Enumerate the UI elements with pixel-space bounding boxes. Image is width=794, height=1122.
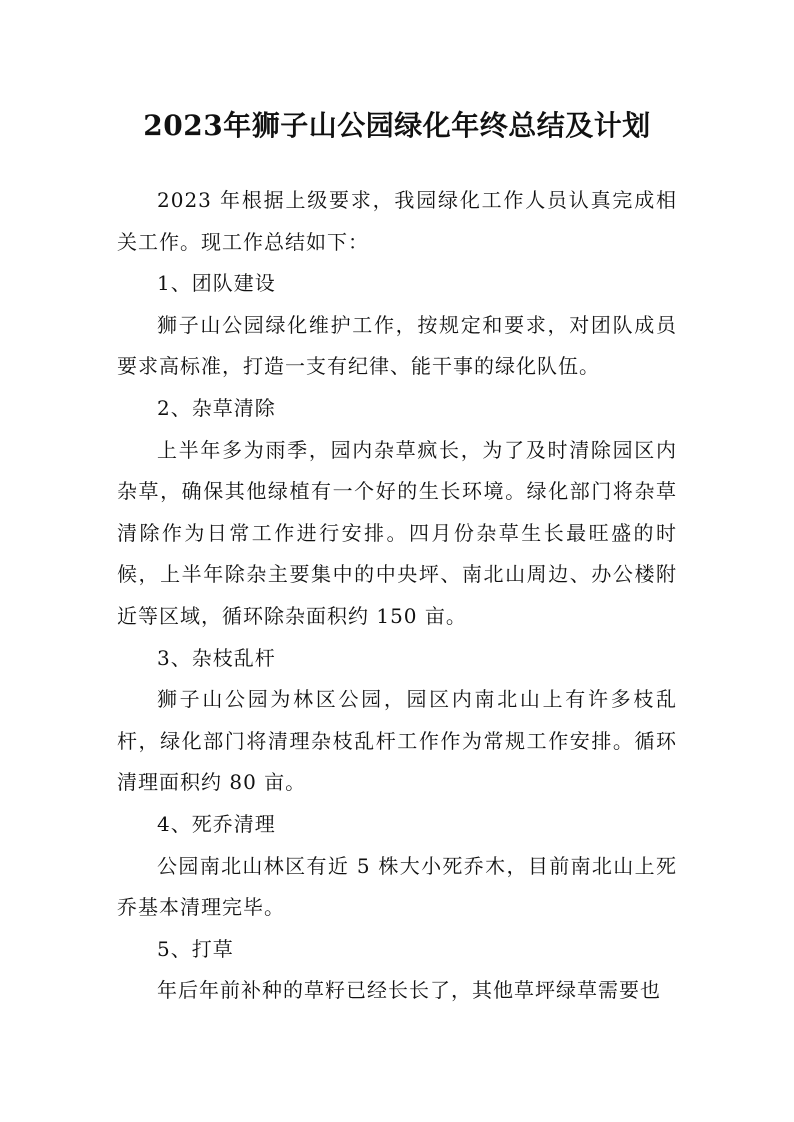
mowing-paragraph: 年后年前补种的草籽已经长长了，其他草坪绿草需要也: [157, 978, 661, 1003]
document-body: [117, 180, 677, 1012]
section-heading-weed-removal: 2、杂草清除: [157, 395, 276, 420]
section-heading-mowing: 5、打草: [157, 936, 234, 961]
branch-clearing-paragraph: 狮子山公园为林区公园，园区内南北山上有许多枝乱杆，绿化部门将清理杂枝乱杆工作作为常规工作安排。循环清理面积约 80 亩。: [117, 687, 677, 795]
team-building-paragraph: 狮子山公园绿化维护工作，按规定和要求，对团队成员要求高标准，打造一支有纪律、能干事的绿化队伍。: [117, 312, 677, 379]
section-heading-dead-tree-cleanup: 4、死乔清理: [157, 811, 276, 836]
section-heading-team-building: 1、团队建设: [157, 271, 276, 296]
section-heading-branch-clearing: 3、杂枝乱杆: [157, 645, 276, 670]
weed-removal-paragraph: 上半年多为雨季，园内杂草疯长，为了及时清除园区内杂草，确保其他绿植有一个好的生长环境。绿化部门将杂草清除作为日常工作进行安排。四月份杂草生长最旺盛的时候，上半年除杂主要集中的中央坪、南北山周边、办公楼附近等区域，循环除杂面积约 150 亩。: [117, 437, 677, 628]
document-title: 2023年狮子山公园绿化年终总结及计划: [143, 109, 651, 142]
intro-paragraph: 2023 年根据上级要求，我园绿化工作人员认真完成相关工作。现工作总结如下：: [117, 188, 677, 254]
dead-tree-cleanup-paragraph: 公园南北山林区有近 5 株大小死乔木，目前南北山上死乔基本清理完毕。: [117, 853, 677, 920]
